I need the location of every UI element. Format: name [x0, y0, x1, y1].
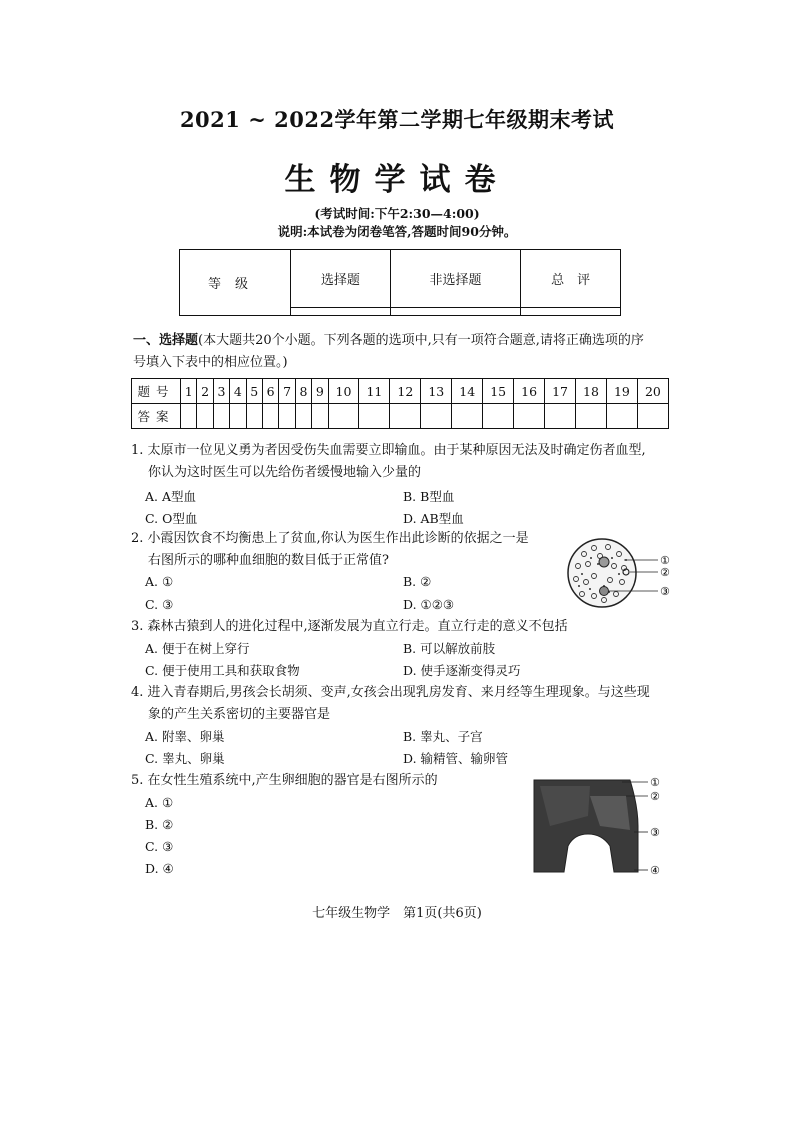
- question-3-stem: 3. 森林古猿到人的进化过程中,逐渐发展为直立行走。直立行走的意义不包括: [131, 619, 568, 634]
- question-4-stem-line2: 象的产生关系密切的主要器官是: [148, 707, 331, 722]
- question-1-option-d[interactable]: D. AB型血: [403, 511, 464, 526]
- answer-cell[interactable]: [295, 404, 311, 429]
- answer-table-number-row: [132, 379, 669, 404]
- question-4-stem-line1: 4. 进入青春期后,男孩会长胡须、变声,女孩会出现乳房发育、来月经等生理现象。与这些现: [131, 685, 650, 700]
- blood-smear-circle: [568, 539, 636, 607]
- answer-number: 8: [295, 379, 311, 404]
- answer-cell[interactable]: [181, 404, 197, 429]
- question-2-stem-line1: 2. 小霞因饮食不均衡患上了贫血,你认为医生作出此诊断的依据之一是: [131, 531, 529, 546]
- figure-label-1: ①: [660, 554, 670, 567]
- answer-number: 19: [606, 379, 637, 404]
- answer-number: 11: [359, 379, 390, 404]
- answer-cell[interactable]: [421, 404, 452, 429]
- exam-title: 2021 ~ 2022学年第二学期七年级期末考试: [179, 107, 615, 132]
- question-2-option-d[interactable]: D. ①②③: [403, 597, 455, 612]
- answer-number: 17: [545, 379, 576, 404]
- question-2-option-c[interactable]: C. ③: [145, 597, 174, 612]
- answer-table-answer-row: [132, 404, 669, 429]
- blood-cell-figure: [564, 534, 674, 614]
- answer-cell[interactable]: [606, 404, 637, 429]
- answer-number: 14: [452, 379, 483, 404]
- answer-cell[interactable]: [246, 404, 262, 429]
- question-5-option-c[interactable]: C. ③: [145, 839, 174, 854]
- grade-cell-nonchoice[interactable]: [390, 308, 521, 316]
- section1-instructions: [133, 330, 663, 374]
- question-4-option-a[interactable]: A. 附睾、卵巢: [145, 729, 225, 744]
- page-footer: 七年级生物学 第1页(共6页): [312, 906, 482, 921]
- subject-title: 生物学试卷: [284, 162, 510, 198]
- answer-cell[interactable]: [637, 404, 668, 429]
- figure-label-2: ②: [650, 790, 660, 803]
- answer-cell[interactable]: [576, 404, 607, 429]
- figure-label-3: ③: [660, 585, 670, 598]
- section1-heading: 一、选择题: [133, 333, 199, 348]
- answer-number: 10: [328, 379, 359, 404]
- grade-cell-choice[interactable]: [291, 308, 391, 316]
- question-4-option-c[interactable]: C. 睾丸、卵巢: [145, 751, 225, 766]
- grade-col-total: 总 评: [521, 250, 621, 308]
- section1-desc-line2: 号填入下表中的相应位置。): [133, 355, 288, 370]
- answer-table-label-answer: 答案: [132, 404, 181, 429]
- answer-cell[interactable]: [213, 404, 229, 429]
- figure-label-4: ④: [650, 864, 660, 877]
- answer-cell[interactable]: [359, 404, 390, 429]
- question-2-option-b[interactable]: B. ②: [403, 574, 432, 589]
- answer-cell[interactable]: [390, 404, 421, 429]
- question-3-option-a[interactable]: A. 便于在树上穿行: [145, 641, 250, 656]
- grade-label: 等级: [180, 250, 291, 316]
- question-3-option-c[interactable]: C. 便于使用工具和获取食物: [145, 663, 300, 678]
- answer-cell[interactable]: [262, 404, 278, 429]
- answer-number: 7: [279, 379, 295, 404]
- question-1-option-c[interactable]: C. O型血: [145, 511, 198, 526]
- figure-label-3: ③: [650, 826, 660, 839]
- section1-desc-line1: (本大题共20个小题。下列各题的选项中,只有一项符合题意,请将正确选项的序: [198, 333, 644, 348]
- question-4-option-b[interactable]: B. 睾丸、子宫: [403, 729, 483, 744]
- answer-number: 2: [197, 379, 213, 404]
- answer-number: 18: [576, 379, 607, 404]
- question-1-stem-line2: 你认为这时医生可以先给伤者缓慢地输入少量的: [148, 465, 422, 480]
- question-5-option-a[interactable]: A. ①: [145, 795, 174, 810]
- question-4-option-d[interactable]: D. 输精管、输卵管: [403, 751, 509, 766]
- answer-number: 6: [262, 379, 278, 404]
- grade-cell-total[interactable]: [521, 308, 621, 316]
- question-3-option-b[interactable]: B. 可以解放前肢: [403, 641, 496, 656]
- reproductive-system-figure: [530, 776, 670, 878]
- answer-number: 20: [637, 379, 668, 404]
- answer-number: 15: [483, 379, 514, 404]
- answer-cell[interactable]: [312, 404, 328, 429]
- figure-label-1: ①: [650, 776, 660, 789]
- answer-number: 13: [421, 379, 452, 404]
- answer-cell[interactable]: [514, 404, 545, 429]
- question-5-option-b[interactable]: B. ②: [145, 817, 174, 832]
- question-3-option-d[interactable]: D. 使手逐渐变得灵巧: [403, 663, 521, 678]
- answer-cell[interactable]: [483, 404, 514, 429]
- question-2-stem-line2: 右图所示的哪种血细胞的数目低于正常值?: [148, 553, 389, 568]
- grade-col-choice: 选择题: [291, 250, 391, 308]
- answer-cell[interactable]: [279, 404, 295, 429]
- answer-cell[interactable]: [328, 404, 359, 429]
- grade-table: [179, 249, 621, 316]
- question-5-stem: 5. 在女性生殖系统中,产生卵细胞的器官是右图所示的: [131, 773, 438, 788]
- answer-table-label-number: 题号: [132, 379, 181, 404]
- answer-number: 9: [312, 379, 328, 404]
- question-5-option-d[interactable]: D. ④: [145, 861, 174, 876]
- question-1-option-b[interactable]: B. B型血: [403, 489, 455, 504]
- exam-note: 说明:本试卷为闭卷笔答,答题时间90分钟。: [277, 224, 517, 239]
- answer-number: 16: [514, 379, 545, 404]
- answer-table: [131, 378, 669, 429]
- answer-number: 4: [230, 379, 246, 404]
- answer-number: 3: [213, 379, 229, 404]
- answer-number: 12: [390, 379, 421, 404]
- answer-number: 5: [246, 379, 262, 404]
- figure-label-2: ②: [660, 566, 670, 579]
- question-2-option-a[interactable]: A. ①: [145, 574, 174, 589]
- answer-cell[interactable]: [545, 404, 576, 429]
- exam-time: (考试时间:下午2:30—4:00): [314, 206, 480, 221]
- question-1-stem-line1: 1. 太原市一位见义勇为者因受伤失血需要立即输血。由于某种原因无法及时确定伤者血型,: [131, 443, 646, 458]
- question-1-option-a[interactable]: A. A型血: [145, 489, 197, 504]
- answer-cell[interactable]: [197, 404, 213, 429]
- answer-cell[interactable]: [452, 404, 483, 429]
- white-blood-cell: [599, 557, 609, 567]
- answer-number: 1: [181, 379, 197, 404]
- answer-cell[interactable]: [230, 404, 246, 429]
- grade-col-nonchoice: 非选择题: [390, 250, 521, 308]
